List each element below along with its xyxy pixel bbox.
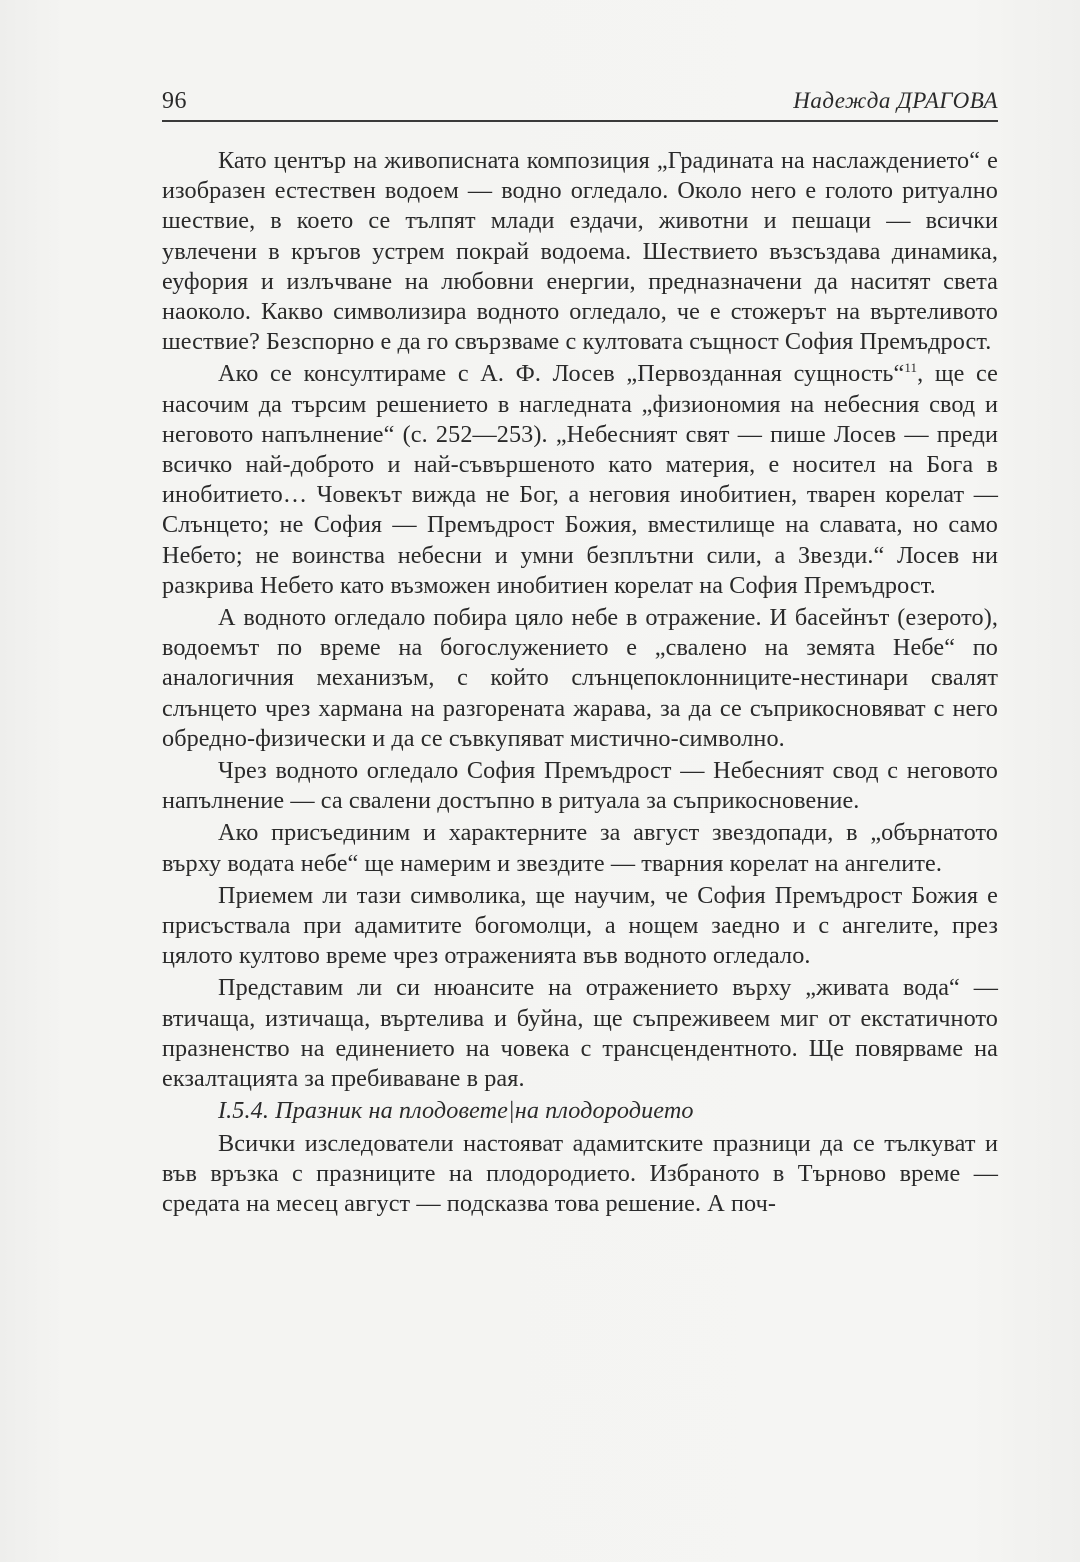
paragraph-2-end: , ще се насочим да търсим решението в нагледната „физиономия на небесния свод и неговото напълнение“ (с. 252—253). „Небесният свят — пише Лосев — преди всичко най-доброто и най-съвършеното като материя, е носител на Бога в инобитието… Човекът вижда не Бог, а неговия инобитиен, тварен корелат — Слънцето; не София — Премъдрост Божия, вместилище на славата, но само Небето; не воинства небесни и умни безплътни сили, а Звезди.“ Лосев ни разкрива Небето като възможен инобитиен корелат на София Премъдрост. [162,360,998,599]
section-heading: I.5.4. Празник на плодовете|на плодородието [218,1097,694,1125]
paragraph-1: Като център на живописната композиция „Градината на наслаждението“ е изобразен естествен водоем — водно огледало. Около него е голото ритуално шествие, в което се тълпят млади ездачи, животни и пешаци — всички увлечени в кръгов устрем покрай водоема. Шествието възсъздава динамика, еуфория и излъчване на любовни енергии, предназначени да наситят света наоколо. Какво символизира водното огледало, че е стожерът на въртеливото шествие? Безспорно е да го свързваме с култовата същност София Премъдрост. [162,147,998,356]
page-number: 96 [162,88,187,114]
paragraph-2 [162,359,998,601]
footnote-marker: 11 [904,360,918,376]
running-head-author: Надежда ДРАГОВА [793,88,998,113]
paragraph-7: Представим ли си нюансите на отражението върху „живата вода“ — втичаща, изтичаща, въртелива и буйна, ще съпреживеем миг от екстатичното празненство на единението на човека с трансцендентното. Ще повярваме на екзалтацията за пребиваване в рая. [162,974,998,1093]
body-text [162,146,998,1221]
paragraph-2-start: Ако се консултираме с А. Ф. Лосев „Первозданная сущность“ [218,360,905,388]
paragraph-3: А водното огледало побира цяло небе в отражение. И басейнът (езерото), водоемът по време на богослужението е „свалено на земята Небе“ по аналогичния механизъм, с който слънцепоклонниците-нестинари свалят слънцето чрез хармана на разгорената жарава, за да се съприкосновяват с него обредно-физически и да се съвкупяват мистично-символно. [162,604,998,752]
paragraph-6: Приемем ли тази символика, ще научим, че София Премъдрост Божия е присъствала при адамитите богомолци, а нощем заедно и с ангелите, през цялото култово време чрез отраженията във водното огледало. [162,881,998,970]
paragraph-8: Всички изследователи настояват адамитските празници да се тълкуват и във връзка с празниците на плодородието. Избраното в Търново време — средата на месец август — подсказва това решение. А поч- [162,1129,998,1217]
page-header [162,84,998,122]
paragraph-5: Ако присъединим и характерните за август звездопади, в „обърнатото върху водата небе“ ще намерим и звездите — тварния корелат на ангелите. [162,819,998,877]
paragraph-4: Чрез водното огледало София Премъдрост — Небесният свод с неговото напълнение — са свалени достъпно в ритуала за съприкосновение. [162,757,998,815]
